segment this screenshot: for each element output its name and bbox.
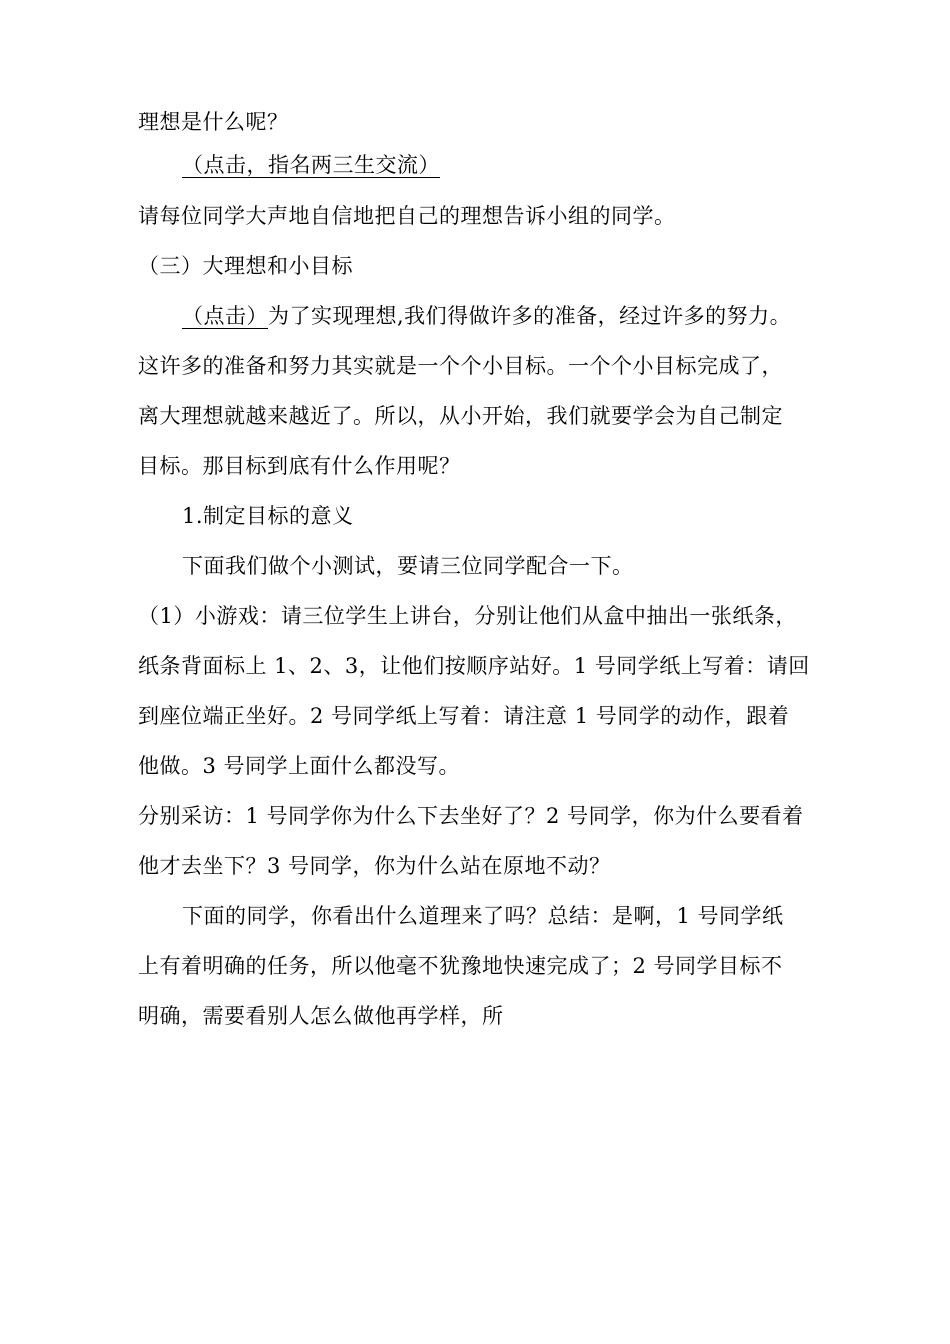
text-line: [138, 451, 461, 481]
text-line: [182, 551, 634, 581]
text-line: [138, 651, 810, 681]
text-segment: 明确，需要看别人怎么做他再学样，所: [138, 1004, 504, 1028]
text-segment: 纸条背面标上 1、2、3，让他们按顺序站好。1 号同学纸上写着：请回: [138, 654, 810, 678]
text-line: [138, 801, 804, 831]
text-segment: 到座位端正坐好。2 号同学纸上写着：请注意 1 号同学的动作，跟着: [138, 704, 790, 728]
text-line: [138, 351, 783, 381]
text-segment: 这许多的准备和努力其实就是一个个小目标。一个个小目标完成了，: [138, 354, 783, 378]
text-line: [182, 301, 791, 331]
text-line: [182, 901, 784, 931]
text-segment: （三）大理想和小目标: [138, 254, 353, 278]
text-segment: 离大理想就越来越近了。所以，从小开始，我们就要学会为自己制定: [138, 404, 783, 428]
text-line: [138, 751, 460, 781]
text-segment: 下面的同学，你看出什么道理来了吗？总结：是啊，1 号同学纸: [182, 904, 784, 928]
text-segment: 分别采访：1 号同学你为什么下去坐好了？2 号同学，你为什么要看着: [138, 804, 804, 828]
text-segment: 他才去坐下？3 号同学，你为什么站在原地不动？: [138, 854, 611, 878]
text-segment: 上有着明确的任务，所以他毫不犹豫地快速完成了；2 号同学目标不: [138, 954, 783, 978]
text-line: [138, 951, 783, 981]
text-segment: 下面我们做个小测试，要请三位同学配合一下。: [182, 554, 634, 578]
section-heading: [138, 251, 353, 281]
text-segment: 请每位同学大声地自信地把自己的理想告诉小组的同学。: [138, 204, 676, 228]
underlined-segment: （点击）: [182, 304, 268, 328]
text-line: [138, 1001, 504, 1031]
text-line: [138, 107, 289, 137]
text-line: [138, 601, 797, 631]
subsection-heading: [182, 501, 354, 531]
text-segment: （1）小游戏：请三位学生上讲台，分别让他们从盒中抽出一张纸条，: [138, 604, 797, 628]
text-line: [138, 401, 783, 431]
text-segment: 目标。那目标到底有什么作用呢？: [138, 454, 461, 478]
text-segment: 理想是什么呢？: [138, 110, 289, 134]
underlined-segment: （点击，指名两三生交流）: [182, 153, 440, 177]
text-line: [138, 201, 676, 231]
text-segment: 他做。3 号同学上面什么都没写。: [138, 754, 461, 778]
text-segment: 为了实现理想,我们得做许多的准备，经过许多的努力。: [268, 304, 792, 328]
text-line: [182, 150, 440, 180]
text-line: [138, 851, 611, 881]
text-segment: 1.制定目标的意义: [182, 504, 354, 528]
text-line: [138, 701, 789, 731]
